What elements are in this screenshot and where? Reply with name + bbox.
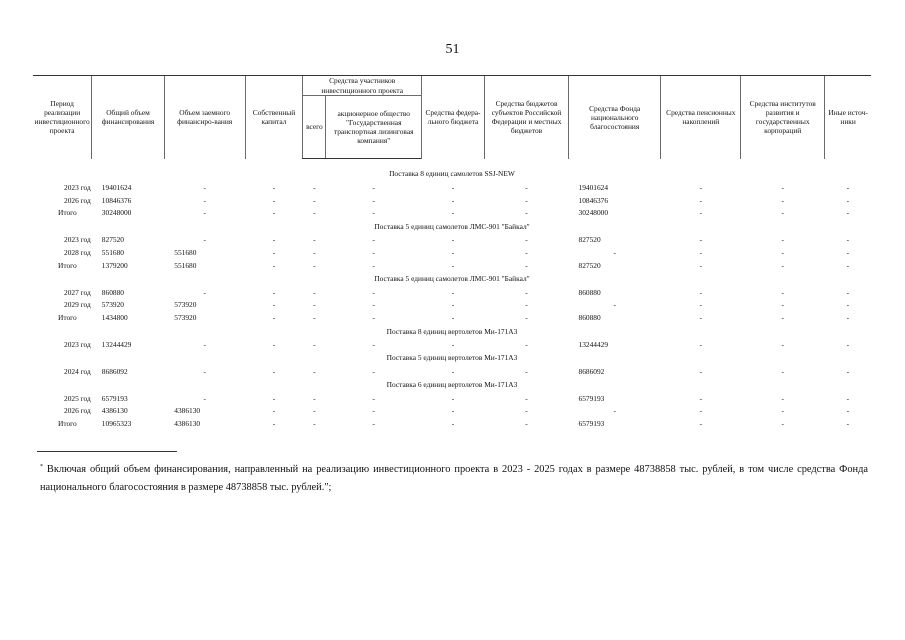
- cell-federal: -: [451, 260, 455, 270]
- table-row: [33, 392, 871, 405]
- cell-equity: -: [272, 260, 276, 270]
- cell-period: 2026 год: [64, 195, 91, 205]
- cell-institutes: -: [781, 313, 784, 323]
- cell-nwf: -: [613, 300, 616, 310]
- cell-institutes: -: [781, 248, 784, 258]
- cell-participants-gtlk: -: [372, 313, 375, 323]
- table-row: [33, 365, 871, 378]
- cell-regional: -: [525, 393, 528, 403]
- cell-period: 2024 год: [64, 366, 91, 376]
- header-participants-gtlk: акционерное общество "Государственная транспортная лизинговая компания": [326, 96, 422, 159]
- cell-other: -: [846, 393, 850, 403]
- cell-loan: -: [203, 366, 206, 376]
- cell-total: 4386130: [101, 406, 128, 416]
- cell-total: 1379200: [101, 260, 128, 270]
- cell-federal: -: [451, 419, 455, 429]
- cell-other: -: [846, 406, 850, 416]
- section-title: Поставка 8 единиц вертолетов Ми-171А3: [386, 326, 518, 336]
- cell-period: 2027 год: [64, 287, 91, 297]
- cell-pension: -: [699, 300, 703, 310]
- spacer-row: [33, 159, 871, 168]
- table-row: [33, 405, 871, 418]
- cell-nwf: 6579193: [578, 393, 605, 403]
- cell-nwf: 827520: [578, 260, 601, 270]
- cell-participants-all: -: [313, 182, 316, 192]
- cell-federal: -: [451, 235, 455, 245]
- cell-participants-all: -: [313, 248, 316, 258]
- cell-regional: -: [525, 300, 528, 310]
- header-total: Общий объем финансирования: [92, 76, 164, 159]
- cell-participants-all: -: [313, 313, 316, 323]
- cell-other: -: [846, 208, 850, 218]
- cell-equity: -: [272, 195, 276, 205]
- table-row: [33, 233, 871, 246]
- header-pension: Средства пенсионных накоплений: [661, 76, 741, 159]
- header-other: Иные источ-ники: [825, 76, 871, 159]
- cell-loan: 573920: [174, 300, 197, 310]
- cell-federal: -: [451, 300, 455, 310]
- cell-pension: -: [699, 340, 703, 350]
- cell-institutes: -: [781, 300, 784, 310]
- cell-equity: -: [272, 300, 276, 310]
- cell-institutes: -: [781, 340, 784, 350]
- cell-equity: -: [272, 287, 276, 297]
- page-number: 51: [445, 42, 460, 57]
- header-period: Период реализации инвестиционного проекта: [33, 76, 92, 159]
- cell-institutes: -: [781, 406, 784, 416]
- cell-other: -: [846, 182, 850, 192]
- header-equity: Собственный капитал: [245, 76, 303, 159]
- cell-federal: -: [451, 195, 455, 205]
- cell-pension: -: [699, 260, 703, 270]
- cell-equity: -: [272, 406, 276, 416]
- cell-pension: -: [699, 366, 703, 376]
- cell-participants-all: -: [313, 208, 316, 218]
- cell-participants-gtlk: -: [372, 248, 375, 258]
- cell-equity: -: [272, 419, 276, 429]
- cell-loan: 573920: [174, 313, 197, 323]
- cell-period: Итого: [58, 313, 77, 323]
- footnote: [40, 458, 868, 497]
- cell-institutes: -: [781, 195, 784, 205]
- cell-loan: -: [203, 393, 206, 403]
- cell-nwf: -: [613, 406, 616, 416]
- cell-institutes: -: [781, 208, 784, 218]
- cell-nwf: 827520: [578, 235, 601, 245]
- cell-participants-all: -: [313, 287, 316, 297]
- table-row: [33, 181, 871, 194]
- header-regional: Средства бюджетов субъектов Российской Федерации и местных бюджетов: [485, 76, 569, 159]
- section-title: Поставка 5 единиц вертолетов Ми-171А3: [386, 353, 518, 363]
- cell-participants-all: -: [313, 406, 316, 416]
- cell-federal: -: [451, 182, 455, 192]
- cell-total: 551680: [101, 248, 124, 258]
- cell-total: 8686092: [101, 366, 128, 376]
- cell-total: 1434800: [101, 313, 128, 323]
- cell-pension: -: [699, 393, 703, 403]
- table-row: [33, 259, 871, 272]
- cell-participants-gtlk: -: [372, 287, 375, 297]
- section-title-row: [33, 324, 871, 338]
- cell-total: 30248000: [101, 208, 132, 218]
- cell-pension: -: [699, 235, 703, 245]
- cell-participants-all: -: [313, 300, 316, 310]
- section-title-row: [33, 272, 871, 286]
- table-row: [33, 286, 871, 299]
- cell-pension: -: [699, 313, 703, 323]
- cell-total: 6579193: [101, 393, 128, 403]
- cell-other: -: [846, 248, 850, 258]
- cell-participants-gtlk: -: [372, 366, 375, 376]
- cell-total: 19401624: [101, 182, 132, 192]
- section-title-row: [33, 378, 871, 392]
- cell-nwf: 6579193: [578, 419, 605, 429]
- cell-participants-gtlk: -: [372, 260, 375, 270]
- cell-loan: 4386130: [174, 406, 201, 416]
- section-title: Поставка 8 единиц самолетов SSJ-NEW: [389, 169, 515, 179]
- financing-table: [33, 75, 871, 430]
- cell-participants-all: -: [313, 260, 316, 270]
- section-title-row: [33, 219, 871, 233]
- cell-total: 860880: [101, 287, 124, 297]
- cell-other: -: [846, 195, 850, 205]
- table-body: [33, 159, 871, 431]
- cell-equity: -: [272, 366, 276, 376]
- cell-institutes: -: [781, 393, 784, 403]
- cell-period: 2023 год: [64, 182, 91, 192]
- table-row: [33, 194, 871, 207]
- cell-equity: -: [272, 182, 276, 192]
- cell-loan: 551680: [174, 260, 197, 270]
- cell-regional: -: [525, 313, 528, 323]
- cell-other: -: [846, 300, 850, 310]
- footnote-rule: [37, 451, 177, 452]
- cell-equity: -: [272, 208, 276, 218]
- cell-loan: 4386130: [174, 419, 201, 429]
- cell-nwf: -: [613, 248, 616, 258]
- cell-regional: -: [525, 419, 528, 429]
- cell-federal: -: [451, 208, 455, 218]
- cell-regional: -: [525, 195, 528, 205]
- cell-equity: -: [272, 235, 276, 245]
- table-row: [33, 207, 871, 220]
- cell-federal: -: [451, 406, 455, 416]
- header-participants-group: Средства участников инвестиционного проекта: [303, 76, 422, 96]
- cell-participants-gtlk: -: [372, 208, 375, 218]
- cell-nwf: 13244429: [578, 340, 609, 350]
- cell-nwf: 860880: [578, 313, 601, 323]
- cell-total: 827520: [101, 235, 124, 245]
- cell-other: -: [846, 340, 850, 350]
- cell-institutes: -: [781, 260, 784, 270]
- cell-other: -: [846, 260, 850, 270]
- cell-participants-gtlk: -: [372, 419, 375, 429]
- cell-participants-gtlk: -: [372, 182, 375, 192]
- section-title: Поставка 5 единиц самолетов ЛМС-901 "Байкал": [374, 274, 530, 284]
- cell-equity: -: [272, 313, 276, 323]
- cell-period: 2023 год: [64, 235, 91, 245]
- cell-loan: -: [203, 287, 206, 297]
- cell-regional: -: [525, 235, 528, 245]
- cell-total: 573920: [101, 300, 124, 310]
- cell-participants-all: -: [313, 235, 316, 245]
- cell-regional: -: [525, 287, 528, 297]
- cell-other: -: [846, 419, 850, 429]
- cell-participants-all: -: [313, 195, 316, 205]
- cell-other: -: [846, 235, 850, 245]
- cell-loan: 551680: [174, 248, 197, 258]
- cell-period: Итого: [58, 260, 77, 270]
- cell-loan: -: [203, 195, 206, 205]
- cell-federal: -: [451, 313, 455, 323]
- cell-federal: -: [451, 393, 455, 403]
- cell-nwf: 19401624: [578, 182, 609, 192]
- cell-institutes: -: [781, 419, 784, 429]
- header-federal: Средства федера-льного бюджета: [422, 76, 485, 159]
- cell-participants-all: -: [313, 393, 316, 403]
- table-row: [33, 299, 871, 312]
- cell-pension: -: [699, 419, 703, 429]
- cell-regional: -: [525, 248, 528, 258]
- cell-period: Итого: [58, 208, 77, 218]
- cell-regional: -: [525, 340, 528, 350]
- cell-total: 10965323: [101, 419, 132, 429]
- cell-institutes: -: [781, 287, 784, 297]
- cell-nwf: 30248000: [578, 208, 609, 218]
- header-participants-all: всего: [303, 96, 326, 159]
- section-title: Поставка 5 единиц самолетов ЛМС-901 "Байкал": [374, 221, 530, 231]
- table-row: [33, 417, 871, 430]
- header-nwf: Средства Фонда национального благосостояния: [569, 76, 661, 159]
- cell-other: -: [846, 287, 850, 297]
- cell-participants-all: -: [313, 366, 316, 376]
- cell-participants-gtlk: -: [372, 340, 375, 350]
- cell-other: -: [846, 313, 850, 323]
- cell-participants-gtlk: -: [372, 406, 375, 416]
- cell-participants-gtlk: -: [372, 195, 375, 205]
- cell-pension: -: [699, 248, 703, 258]
- cell-regional: -: [525, 260, 528, 270]
- cell-total: 10846376: [101, 195, 132, 205]
- header-institutes: Средства институтов развития и государственных корпораций: [741, 76, 825, 159]
- cell-nwf: 860880: [578, 287, 601, 297]
- cell-institutes: -: [781, 235, 784, 245]
- cell-federal: -: [451, 248, 455, 258]
- cell-pension: -: [699, 406, 703, 416]
- cell-period: Итого: [58, 419, 77, 429]
- cell-institutes: -: [781, 366, 784, 376]
- cell-participants-gtlk: -: [372, 300, 375, 310]
- footnote-marker: *: [40, 464, 43, 470]
- cell-regional: -: [525, 208, 528, 218]
- cell-equity: -: [272, 248, 276, 258]
- cell-period: 2025 год: [64, 393, 91, 403]
- cell-loan: -: [203, 182, 206, 192]
- cell-regional: -: [525, 406, 528, 416]
- cell-period: 2028 год: [64, 248, 91, 258]
- cell-participants-gtlk: -: [372, 235, 375, 245]
- cell-participants-all: -: [313, 340, 316, 350]
- cell-pension: -: [699, 208, 703, 218]
- cell-participants-gtlk: -: [372, 393, 375, 403]
- cell-federal: -: [451, 287, 455, 297]
- cell-pension: -: [699, 287, 703, 297]
- table-row: [33, 311, 871, 324]
- footnote-text: Включая общий объем финансирования, направленный на реализацию инвестиционного проекта в 2023 - 2025 годах в размере 48738858 тыс. рублей, в том числе средства Фонда национального благосостояния в размере 48738858 тыс. рублей.";: [40, 464, 868, 493]
- header-loan: Объем заемного финансиро-вания: [164, 76, 245, 159]
- cell-regional: -: [525, 182, 528, 192]
- cell-loan: -: [203, 208, 206, 218]
- cell-total: 13244429: [101, 340, 132, 350]
- table-row: [33, 338, 871, 351]
- section-title: Поставка 6 единиц вертолетов Ми-171А3: [386, 380, 518, 390]
- cell-pension: -: [699, 182, 703, 192]
- cell-regional: -: [525, 366, 528, 376]
- table-header: [33, 76, 871, 159]
- cell-equity: -: [272, 340, 276, 350]
- section-title-row: [33, 167, 871, 181]
- cell-participants-all: -: [313, 419, 316, 429]
- cell-period: 2023 год: [64, 340, 91, 350]
- cell-nwf: 10846376: [578, 195, 609, 205]
- cell-equity: -: [272, 393, 276, 403]
- cell-period: 2026 год: [64, 406, 91, 416]
- cell-other: -: [846, 366, 850, 376]
- cell-federal: -: [451, 340, 455, 350]
- cell-federal: -: [451, 366, 455, 376]
- table-row: [33, 246, 871, 259]
- cell-loan: -: [203, 235, 206, 245]
- cell-pension: -: [699, 195, 703, 205]
- cell-loan: -: [203, 340, 206, 350]
- section-title-row: [33, 351, 871, 365]
- cell-institutes: -: [781, 182, 784, 192]
- cell-nwf: 8686092: [578, 366, 605, 376]
- spacer-cell: [33, 159, 871, 168]
- cell-period: 2029 год: [64, 300, 91, 310]
